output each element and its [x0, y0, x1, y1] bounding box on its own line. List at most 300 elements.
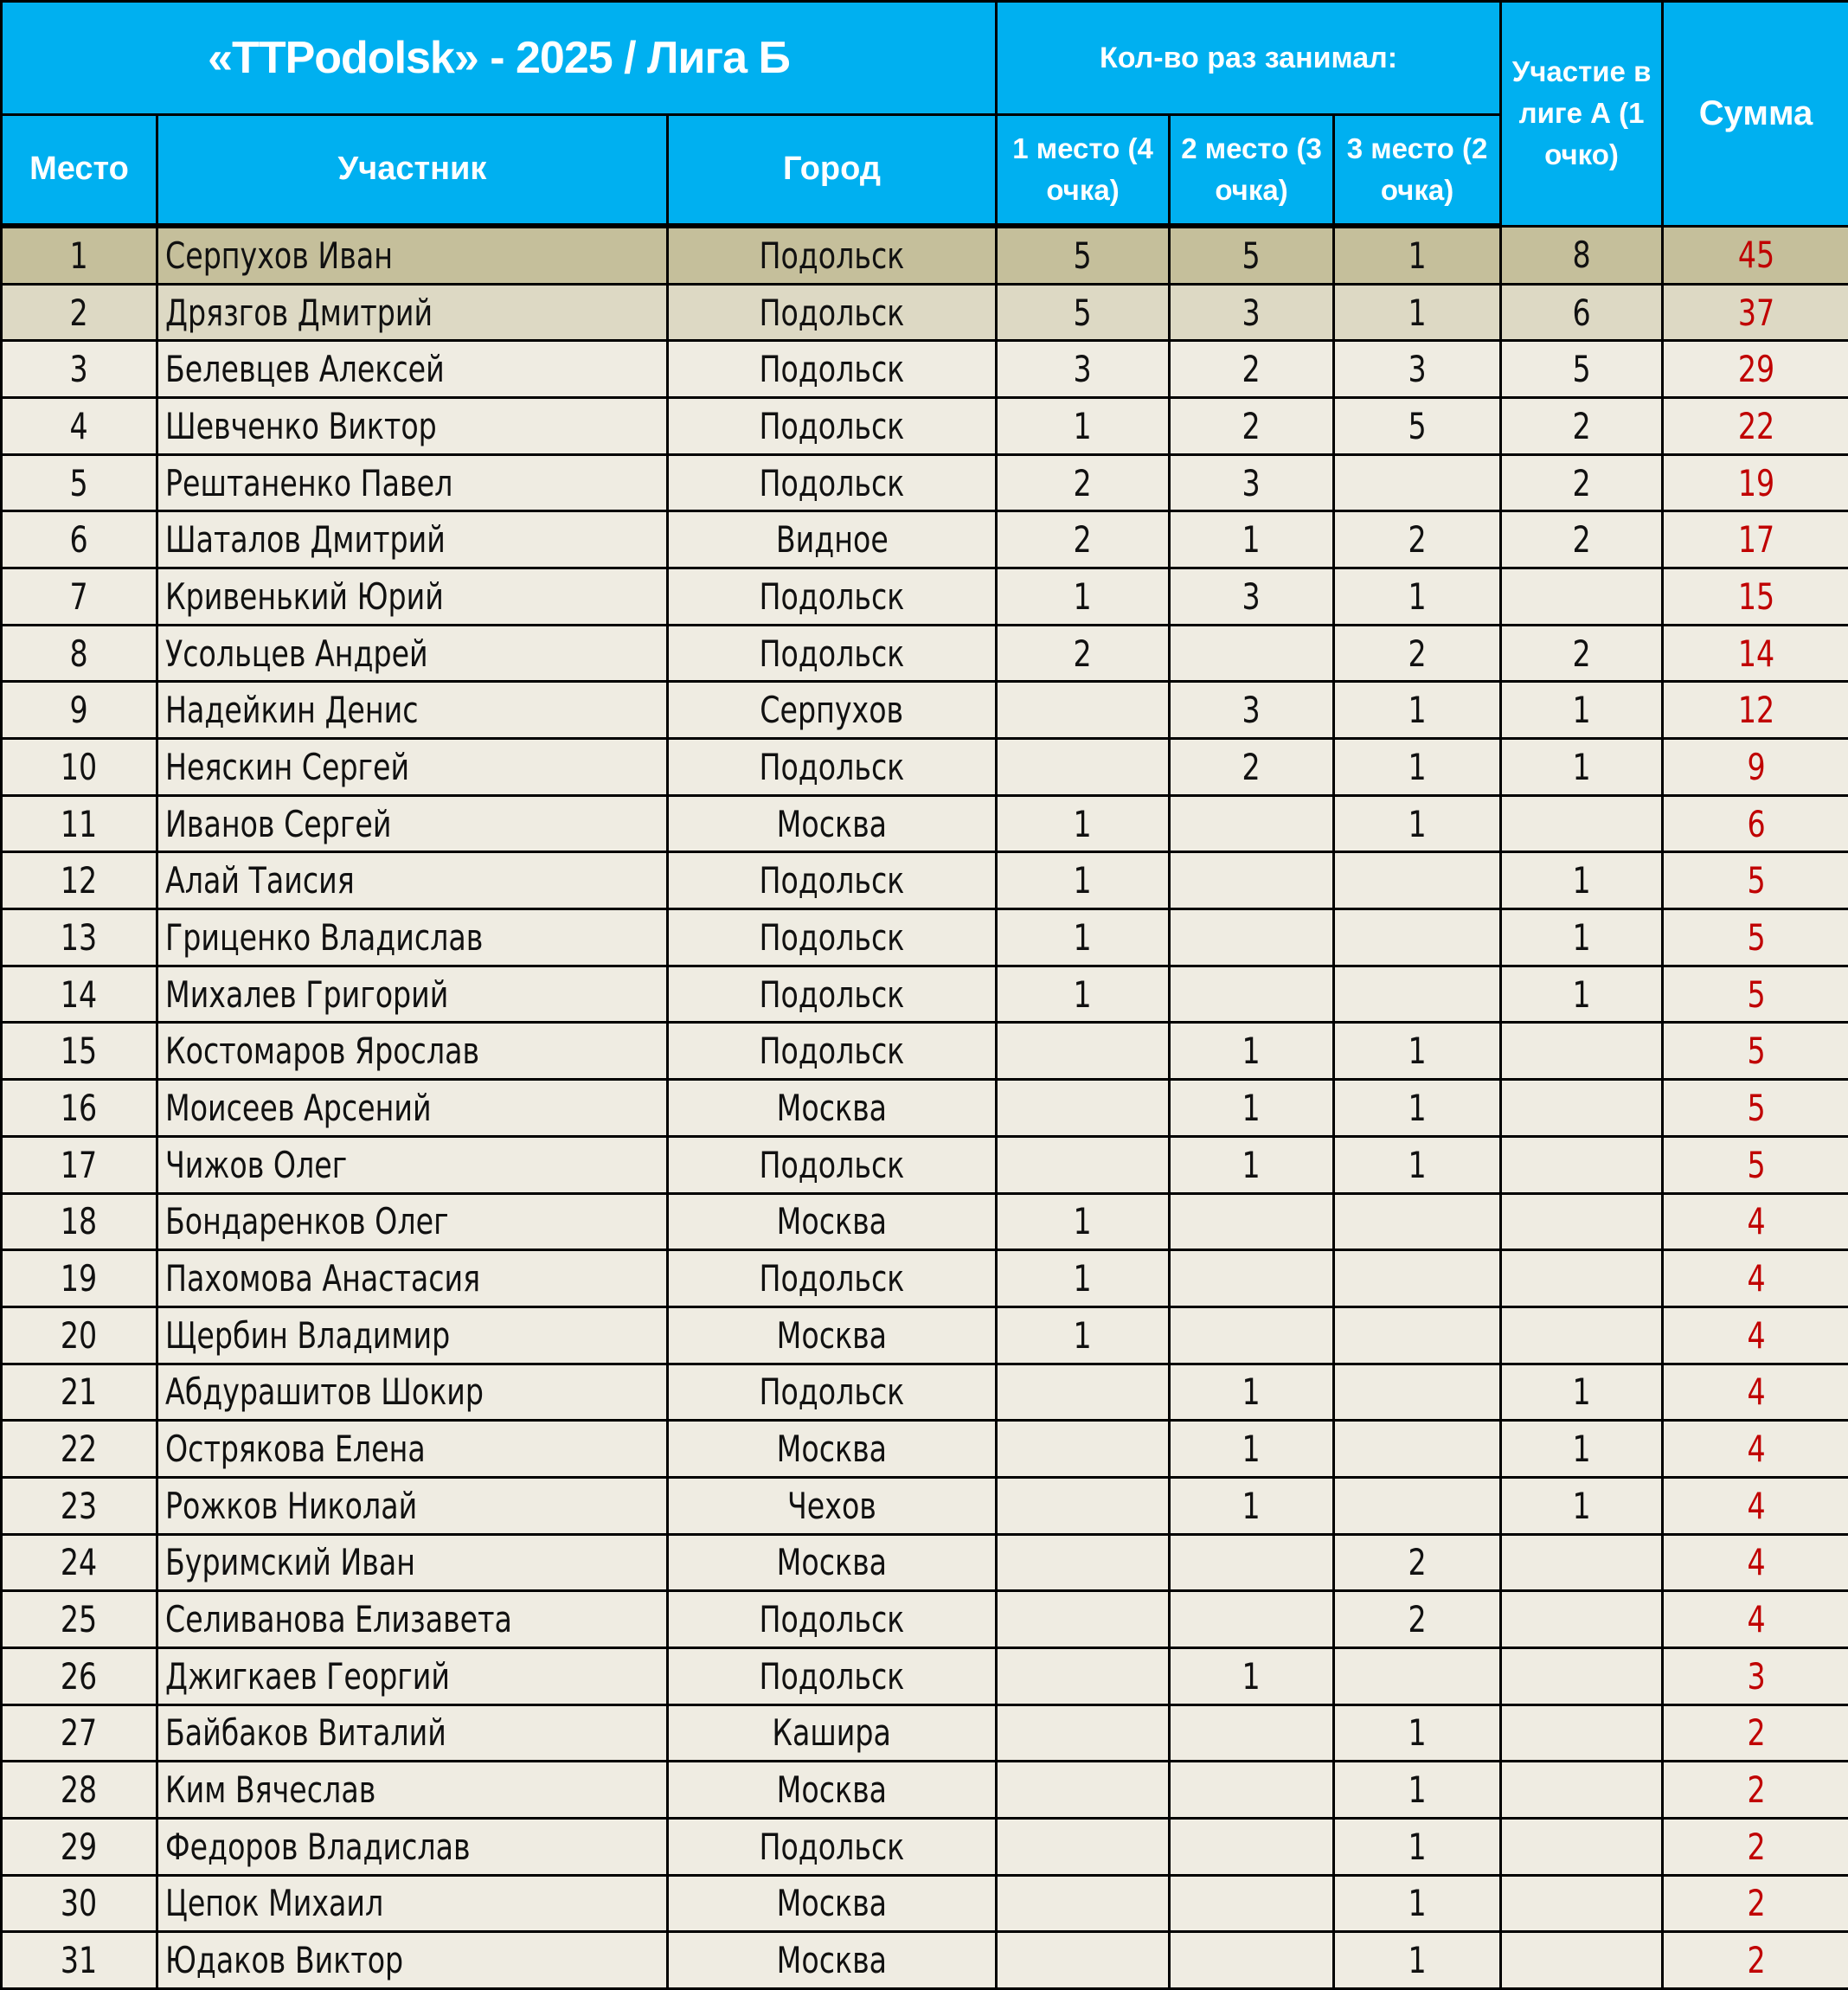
- header-second-place: 2 место (3 очка): [1170, 115, 1334, 227]
- cell-place-text: 28: [61, 1769, 98, 1812]
- cell-third-place: [1334, 1477, 1501, 1534]
- cell-third-place-text: 1: [1408, 1769, 1427, 1812]
- cell-sum: [1663, 1364, 1848, 1421]
- cell-third-place-text: 2: [1408, 518, 1427, 562]
- cell-third-place: [1334, 1762, 1501, 1819]
- cell-sum: [1663, 1421, 1848, 1478]
- cell-place: [2, 226, 157, 284]
- cell-second-place: [1170, 398, 1334, 455]
- cell-league-a: [1501, 739, 1663, 796]
- cell-league-a: [1501, 454, 1663, 511]
- cell-place: [2, 568, 157, 626]
- cell-place-text: 16: [61, 1086, 98, 1129]
- cell-place: [2, 1534, 157, 1591]
- table-row: [2, 454, 1848, 511]
- cell-city: [668, 226, 997, 284]
- cell-sum: [1663, 454, 1848, 511]
- cell-sum: [1663, 1250, 1848, 1307]
- header-participant: Участник: [157, 115, 668, 227]
- cell-second-place-text: 1: [1242, 1030, 1261, 1073]
- cell-first-place-text: 1: [1073, 1313, 1093, 1357]
- cell-second-place: [1170, 226, 1334, 284]
- cell-sum-text: 29: [1737, 348, 1774, 391]
- cell-participant-text: Усольцев Андрей: [165, 632, 428, 675]
- cell-city-text: Москва: [776, 1086, 888, 1129]
- cell-third-place-text: 1: [1408, 1030, 1427, 1073]
- cell-city-text: Подольск: [759, 1825, 905, 1868]
- cell-second-place-text: 2: [1242, 745, 1261, 788]
- cell-third-place-text: 1: [1408, 1086, 1427, 1129]
- cell-league-a-text: 1: [1572, 1484, 1591, 1527]
- cell-second-place: [1170, 966, 1334, 1023]
- header-league-a: Участие в лиге А (1 очко): [1501, 2, 1663, 227]
- cell-participant-text: Пахомова Анастасия: [165, 1257, 481, 1300]
- cell-league-a: [1501, 1477, 1663, 1534]
- cell-second-place: [1170, 1647, 1334, 1704]
- cell-second-place-text: 1: [1242, 1086, 1261, 1129]
- cell-sum-text: 5: [1746, 1030, 1766, 1073]
- cell-second-place: [1170, 1080, 1334, 1137]
- cell-participant: [157, 1704, 668, 1762]
- cell-sum-text: 5: [1746, 859, 1766, 902]
- cell-first-place: [997, 1306, 1170, 1364]
- cell-league-a-text: 2: [1572, 404, 1591, 447]
- cell-city-text: Москва: [776, 1882, 888, 1925]
- cell-first-place: [997, 1875, 1170, 1932]
- cell-sum-text: 4: [1746, 1200, 1766, 1243]
- cell-second-place: [1170, 1591, 1334, 1648]
- cell-place-text: 6: [69, 518, 89, 562]
- cell-first-place: [997, 1193, 1170, 1250]
- cell-first-place: [997, 1534, 1170, 1591]
- cell-city-text: Москва: [776, 1428, 888, 1471]
- cell-first-place-text: 1: [1073, 1257, 1093, 1300]
- cell-participant-text: Чижов Олег: [165, 1143, 348, 1186]
- cell-participant: [157, 284, 668, 341]
- cell-city: [668, 511, 997, 568]
- cell-participant-text: Надейкин Денис: [165, 689, 419, 732]
- cell-participant: [157, 1193, 668, 1250]
- cell-city: [668, 1647, 997, 1704]
- cell-place: [2, 1306, 157, 1364]
- cell-place: [2, 1932, 157, 1989]
- cell-second-place-text: 1: [1242, 518, 1261, 562]
- cell-league-a: [1501, 1875, 1663, 1932]
- cell-participant: [157, 1421, 668, 1478]
- cell-league-a: [1501, 1250, 1663, 1307]
- cell-place: [2, 852, 157, 909]
- cell-city: [668, 682, 997, 739]
- cell-sum-text: 37: [1737, 291, 1774, 334]
- cell-participant: [157, 1932, 668, 1989]
- cell-sum: [1663, 1080, 1848, 1137]
- cell-sum-text: 2: [1746, 1939, 1766, 1982]
- cell-league-a: [1501, 1421, 1663, 1478]
- cell-participant-text: Дрязгов Дмитрий: [165, 291, 433, 334]
- cell-sum-text: 4: [1746, 1484, 1766, 1527]
- cell-place-text: 29: [61, 1825, 98, 1868]
- cell-city: [668, 1364, 997, 1421]
- cell-league-a: [1501, 398, 1663, 455]
- cell-city-text: Подольск: [759, 1257, 905, 1300]
- cell-third-place-text: 1: [1408, 1939, 1427, 1982]
- cell-third-place-text: 1: [1408, 234, 1427, 277]
- cell-sum: [1663, 1136, 1848, 1193]
- cell-place: [2, 511, 157, 568]
- cell-sum: [1663, 398, 1848, 455]
- cell-league-a-text: 1: [1572, 859, 1591, 902]
- cell-participant-text: Моисеев Арсений: [165, 1086, 432, 1129]
- cell-league-a: [1501, 1704, 1663, 1762]
- cell-participant-text: Кривенький Юрий: [165, 575, 444, 618]
- cell-sum-text: 5: [1746, 1086, 1766, 1129]
- cell-league-a: [1501, 284, 1663, 341]
- cell-third-place: [1334, 1193, 1501, 1250]
- cell-city-text: Подольск: [759, 915, 905, 959]
- table-row: [2, 1762, 1848, 1819]
- cell-sum-text: 2: [1746, 1882, 1766, 1925]
- cell-sum-text: 45: [1737, 234, 1774, 277]
- cell-league-a: [1501, 1818, 1663, 1875]
- cell-place: [2, 1250, 157, 1307]
- cell-place: [2, 1762, 157, 1819]
- cell-league-a-text: 1: [1572, 1371, 1591, 1414]
- cell-place-text: 13: [61, 915, 98, 959]
- table-row: [2, 511, 1848, 568]
- cell-sum: [1663, 1647, 1848, 1704]
- cell-third-place: [1334, 1818, 1501, 1875]
- cell-third-place: [1334, 1704, 1501, 1762]
- cell-participant: [157, 568, 668, 626]
- cell-first-place: [997, 1364, 1170, 1421]
- cell-place-text: 12: [61, 859, 98, 902]
- cell-place-text: 21: [61, 1371, 98, 1414]
- cell-third-place-text: 1: [1408, 745, 1427, 788]
- table-row: [2, 1250, 1848, 1307]
- cell-league-a: [1501, 682, 1663, 739]
- cell-city-text: Москва: [776, 1769, 888, 1812]
- cell-city: [668, 1704, 997, 1762]
- cell-city-text: Чехов: [787, 1484, 876, 1527]
- cell-participant: [157, 1023, 668, 1080]
- cell-league-a-text: 1: [1572, 689, 1591, 732]
- cell-first-place-text: 3: [1073, 348, 1093, 391]
- cell-league-a-text: 1: [1572, 745, 1591, 788]
- cell-third-place: [1334, 568, 1501, 626]
- cell-sum: [1663, 1762, 1848, 1819]
- cell-sum: [1663, 682, 1848, 739]
- cell-city-text: Подольск: [759, 745, 905, 788]
- cell-first-place: [997, 1704, 1170, 1762]
- cell-league-a: [1501, 852, 1663, 909]
- cell-participant: [157, 1250, 668, 1307]
- cell-league-a-text: 6: [1572, 291, 1591, 334]
- table-row: [2, 1193, 1848, 1250]
- cell-city: [668, 1136, 997, 1193]
- cell-third-place: [1334, 682, 1501, 739]
- cell-city-text: Подольск: [759, 1030, 905, 1073]
- cell-city-text: Видное: [775, 518, 889, 562]
- cell-participant: [157, 1818, 668, 1875]
- cell-city: [668, 1477, 997, 1534]
- cell-first-place: [997, 1421, 1170, 1478]
- cell-first-place-text: 1: [1073, 802, 1093, 845]
- table-row: [2, 1477, 1848, 1534]
- cell-second-place: [1170, 1193, 1334, 1250]
- cell-sum: [1663, 909, 1848, 966]
- cell-sum-text: 4: [1746, 1313, 1766, 1357]
- cell-participant: [157, 625, 668, 682]
- table-row: [2, 852, 1848, 909]
- cell-third-place-text: 1: [1408, 1143, 1427, 1186]
- table-title-text: «TTPodolsk» - 2025 / Лига Б: [208, 33, 790, 83]
- cell-second-place-text: 3: [1242, 461, 1261, 504]
- cell-sum-text: 9: [1746, 745, 1766, 788]
- cell-place-text: 9: [69, 689, 89, 732]
- cell-sum: [1663, 1875, 1848, 1932]
- cell-place: [2, 1647, 157, 1704]
- cell-third-place: [1334, 852, 1501, 909]
- cell-city: [668, 1250, 997, 1307]
- cell-third-place: [1334, 1932, 1501, 1989]
- cell-participant-text: Цепок Михаил: [165, 1882, 384, 1925]
- cell-first-place-text: 1: [1073, 404, 1093, 447]
- cell-second-place: [1170, 1250, 1334, 1307]
- cell-place: [2, 1818, 157, 1875]
- cell-city: [668, 398, 997, 455]
- cell-sum: [1663, 226, 1848, 284]
- cell-league-a: [1501, 1080, 1663, 1137]
- cell-third-place: [1334, 398, 1501, 455]
- cell-sum: [1663, 1306, 1848, 1364]
- cell-participant-text: Рожков Николай: [165, 1484, 418, 1527]
- cell-city-text: Подольск: [759, 348, 905, 391]
- cell-sum-text: 4: [1746, 1371, 1766, 1414]
- cell-participant-text: Ким Вячеслав: [165, 1769, 376, 1812]
- cell-participant: [157, 1306, 668, 1364]
- cell-sum-text: 2: [1746, 1825, 1766, 1868]
- cell-city: [668, 568, 997, 626]
- table-row: [2, 1534, 1848, 1591]
- cell-first-place-text: 2: [1073, 518, 1093, 562]
- cell-city: [668, 1932, 997, 1989]
- cell-sum: [1663, 1477, 1848, 1534]
- cell-first-place-text: 1: [1073, 1200, 1093, 1243]
- cell-league-a-text: 2: [1572, 632, 1591, 675]
- cell-third-place: [1334, 739, 1501, 796]
- cell-participant: [157, 1591, 668, 1648]
- cell-second-place: [1170, 739, 1334, 796]
- cell-first-place: [997, 511, 1170, 568]
- table-body: [2, 226, 1848, 1989]
- cell-sum: [1663, 568, 1848, 626]
- cell-league-a: [1501, 226, 1663, 284]
- cell-second-place-text: 2: [1242, 404, 1261, 447]
- cell-league-a: [1501, 795, 1663, 852]
- cell-third-place-text: 1: [1408, 291, 1427, 334]
- cell-sum-text: 4: [1746, 1541, 1766, 1584]
- cell-participant: [157, 966, 668, 1023]
- cell-second-place-text: 2: [1242, 348, 1261, 391]
- cell-place-text: 25: [61, 1598, 98, 1641]
- cell-first-place: [997, 1080, 1170, 1137]
- table-row: [2, 1932, 1848, 1989]
- cell-first-place: [997, 1647, 1170, 1704]
- cell-place-text: 31: [61, 1939, 98, 1982]
- cell-place-text: 19: [61, 1257, 98, 1300]
- table-row: [2, 1364, 1848, 1421]
- cell-place: [2, 795, 157, 852]
- cell-city-text: Подольск: [759, 1371, 905, 1414]
- cell-place-text: 22: [61, 1428, 98, 1471]
- cell-participant-text: Щербин Владимир: [165, 1313, 451, 1357]
- cell-second-place: [1170, 1932, 1334, 1989]
- cell-participant: [157, 398, 668, 455]
- cell-third-place-text: 1: [1408, 689, 1427, 732]
- cell-place: [2, 1136, 157, 1193]
- cell-place-text: 30: [61, 1882, 98, 1925]
- cell-participant-text: Бондаренков Олег: [165, 1200, 449, 1243]
- cell-city: [668, 1534, 997, 1591]
- header-third-place: 3 место (2 очка): [1334, 115, 1501, 227]
- cell-place-text: 18: [61, 1200, 98, 1243]
- cell-third-place-text: 1: [1408, 802, 1427, 845]
- cell-third-place: [1334, 1136, 1501, 1193]
- cell-first-place-text: 1: [1073, 973, 1093, 1016]
- cell-second-place: [1170, 1704, 1334, 1762]
- cell-place: [2, 966, 157, 1023]
- cell-third-place: [1334, 1306, 1501, 1364]
- cell-third-place-text: 1: [1408, 1825, 1427, 1868]
- cell-league-a: [1501, 568, 1663, 626]
- cell-third-place: [1334, 625, 1501, 682]
- header-city: Город: [668, 115, 997, 227]
- cell-city: [668, 1875, 997, 1932]
- cell-first-place: [997, 1250, 1170, 1307]
- cell-city-text: Подольск: [759, 1143, 905, 1186]
- table-row: [2, 739, 1848, 796]
- cell-place: [2, 284, 157, 341]
- cell-place-text: 8: [69, 632, 89, 675]
- cell-participant-text: Абдурашитов Шокир: [165, 1371, 484, 1414]
- cell-league-a: [1501, 1193, 1663, 1250]
- cell-city-text: Подольск: [759, 404, 905, 447]
- cell-first-place: [997, 1136, 1170, 1193]
- cell-city: [668, 284, 997, 341]
- cell-first-place-text: 2: [1073, 632, 1093, 675]
- cell-participant-text: Гриценко Владислав: [165, 915, 484, 959]
- cell-second-place-text: 1: [1242, 1143, 1261, 1186]
- cell-second-place: [1170, 1818, 1334, 1875]
- cell-first-place: [997, 852, 1170, 909]
- cell-first-place-text: 1: [1073, 915, 1093, 959]
- header-first-place: 1 место (4 очка): [997, 115, 1170, 227]
- table-title: [2, 2, 997, 115]
- cell-league-a: [1501, 1136, 1663, 1193]
- cell-second-place-text: 1: [1242, 1484, 1261, 1527]
- cell-first-place: [997, 739, 1170, 796]
- cell-participant: [157, 739, 668, 796]
- cell-second-place: [1170, 682, 1334, 739]
- cell-participant: [157, 454, 668, 511]
- cell-league-a-text: 2: [1572, 461, 1591, 504]
- table-row: [2, 795, 1848, 852]
- cell-place: [2, 1477, 157, 1534]
- cell-city: [668, 852, 997, 909]
- cell-third-place: [1334, 1534, 1501, 1591]
- cell-participant-text: Юдаков Виктор: [165, 1939, 404, 1982]
- cell-third-place-text: 2: [1408, 1541, 1427, 1584]
- cell-second-place-text: 3: [1242, 689, 1261, 732]
- cell-city: [668, 454, 997, 511]
- cell-league-a-text: 1: [1572, 1428, 1591, 1471]
- cell-city-text: Москва: [776, 802, 888, 845]
- cell-participant: [157, 1534, 668, 1591]
- cell-second-place: [1170, 284, 1334, 341]
- cell-city: [668, 795, 997, 852]
- cell-sum-text: 22: [1737, 404, 1774, 447]
- cell-first-place: [997, 341, 1170, 398]
- table-row: [2, 1421, 1848, 1478]
- cell-second-place: [1170, 625, 1334, 682]
- cell-third-place: [1334, 1364, 1501, 1421]
- cell-place-text: 3: [69, 348, 89, 391]
- cell-sum: [1663, 1932, 1848, 1989]
- cell-sum-text: 2: [1746, 1711, 1766, 1755]
- cell-first-place-text: 2: [1073, 461, 1093, 504]
- cell-place-text: 14: [61, 973, 98, 1016]
- cell-city-text: Подольск: [759, 1598, 905, 1641]
- cell-sum: [1663, 795, 1848, 852]
- cell-place-text: 1: [69, 234, 89, 277]
- cell-third-place: [1334, 284, 1501, 341]
- cell-second-place-text: 1: [1242, 1654, 1261, 1698]
- cell-participant: [157, 1136, 668, 1193]
- cell-first-place: [997, 1932, 1170, 1989]
- cell-city: [668, 625, 997, 682]
- cell-city: [668, 341, 997, 398]
- header-placements-group: Кол-во раз занимал:: [997, 2, 1501, 115]
- table-row: [2, 284, 1848, 341]
- cell-place: [2, 398, 157, 455]
- cell-first-place: [997, 1023, 1170, 1080]
- cell-first-place: [997, 226, 1170, 284]
- cell-participant-text: Шаталов Дмитрий: [165, 518, 446, 562]
- cell-city-text: Подольск: [759, 973, 905, 1016]
- cell-city-text: Кашира: [772, 1711, 892, 1755]
- cell-sum-text: 12: [1737, 689, 1774, 732]
- cell-city-text: Подольск: [759, 632, 905, 675]
- cell-third-place: [1334, 795, 1501, 852]
- cell-place: [2, 1193, 157, 1250]
- cell-sum-text: 5: [1746, 915, 1766, 959]
- cell-second-place-text: 1: [1242, 1371, 1261, 1414]
- cell-participant-text: Джигкаев Георгий: [165, 1654, 450, 1698]
- cell-city-text: Подольск: [759, 1654, 905, 1698]
- cell-participant: [157, 795, 668, 852]
- cell-participant-text: Серпухов Иван: [165, 234, 393, 277]
- cell-league-a-text: 2: [1572, 518, 1591, 562]
- cell-first-place: [997, 1591, 1170, 1648]
- cell-third-place: [1334, 341, 1501, 398]
- cell-participant: [157, 682, 668, 739]
- cell-place-text: 17: [61, 1143, 98, 1186]
- cell-third-place-text: 1: [1408, 1711, 1427, 1755]
- cell-third-place: [1334, 1250, 1501, 1307]
- cell-third-place-text: 3: [1408, 348, 1427, 391]
- cell-participant: [157, 1647, 668, 1704]
- cell-first-place: [997, 1762, 1170, 1819]
